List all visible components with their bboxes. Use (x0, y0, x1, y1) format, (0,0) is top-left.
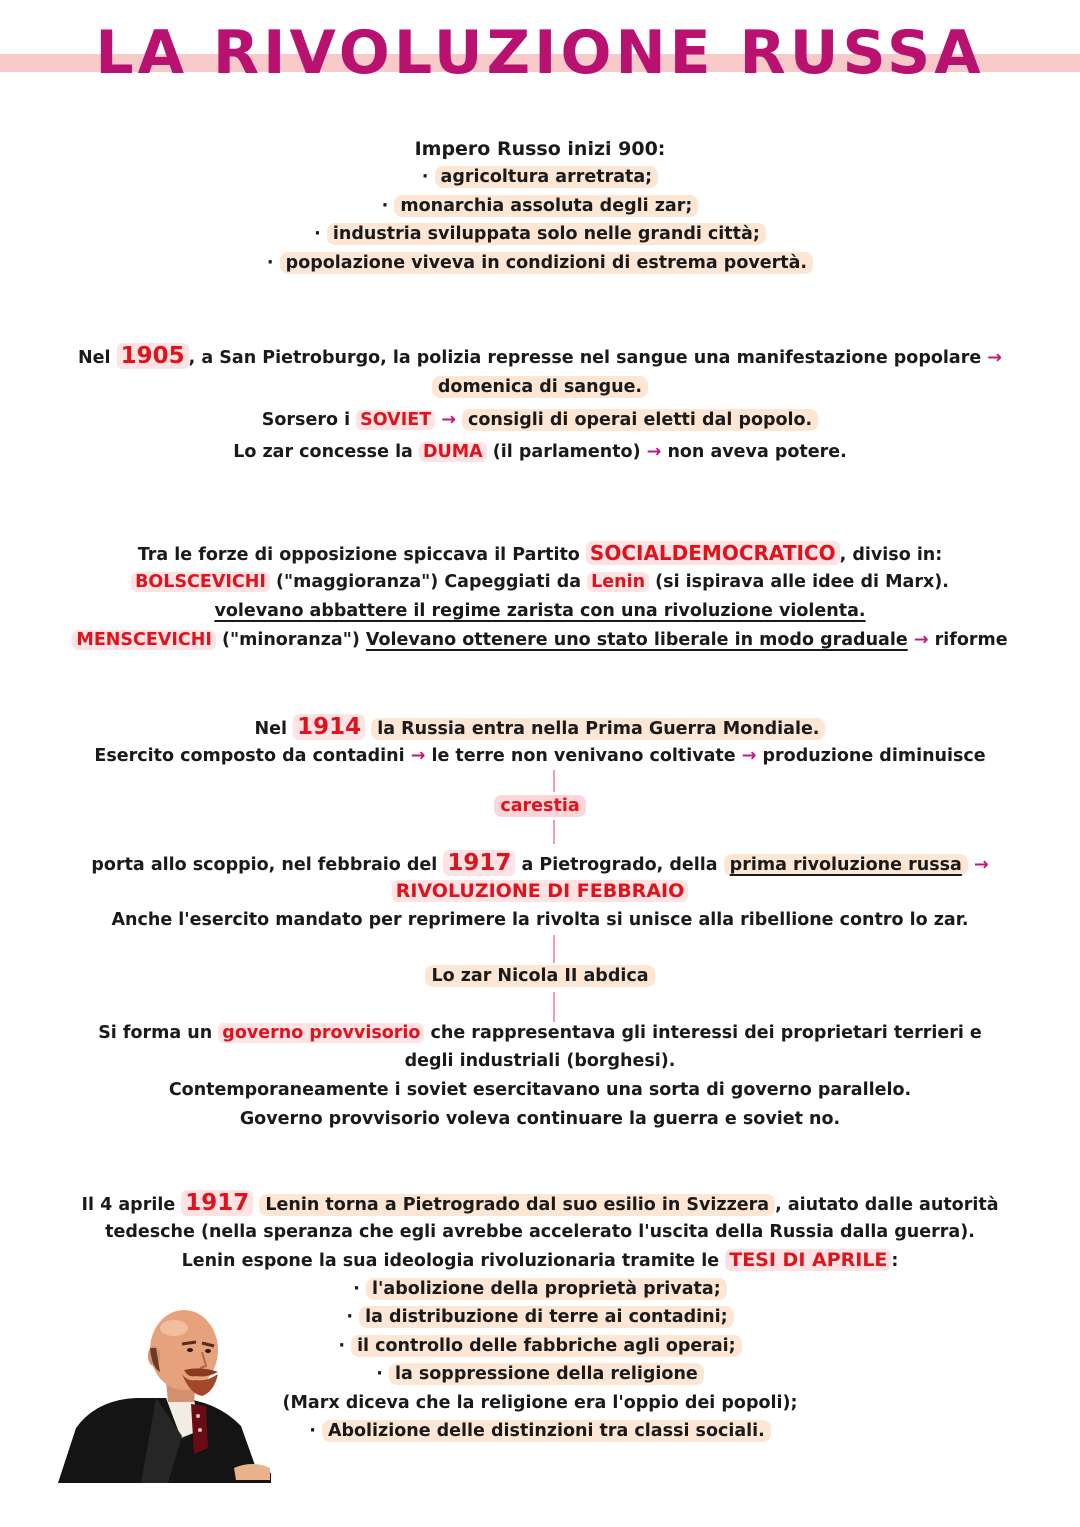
arrow-icon: → (410, 746, 426, 766)
governo-provvisorio-term: governo provvisorio (218, 1023, 424, 1043)
continua-guerra: Governo provvisorio voleva continuare la guerra e soviet no. (239, 1109, 841, 1129)
year-1917-apr: 1917 (181, 1190, 253, 1216)
abdica: Lo zar Nicola II abdica (0, 964, 1080, 988)
connector-line (553, 935, 555, 963)
tesi-item: · il controllo delle fabbriche agli operai; (0, 1334, 1080, 1358)
aprile-line2: tedesche (nella speranza che egli avrebbe accelerato l'uscita della Russia dalla guerra). (105, 1222, 975, 1242)
s1905-line1: Nel 1905 , a San Pietroburgo, la polizia represse nel sangue una manifestazione popolare → (78, 343, 1002, 369)
impero-item: · industria sviluppata solo nelle grandi città; (0, 222, 1080, 246)
connector-line (553, 770, 555, 792)
soviet-line: Sorsero i SOVIET → consigli di operai eletti dal popolo. (0, 408, 1080, 432)
lenin-term: Lenin (587, 572, 649, 592)
esercito-line: Anche l'esercito mandato per reprimere la rivolta si unisce alla ribellione contro lo zar. (111, 910, 969, 930)
partito-line: Tra le forze di opposizione spiccava il Partito SOCIALDEMOCRATICO , diviso in: (137, 541, 943, 565)
year-1905: 1905 (117, 343, 189, 369)
impero-heading: Impero Russo inizi 900: (414, 138, 666, 160)
duma-term: DUMA (419, 442, 487, 462)
arrow-icon: → (913, 630, 929, 650)
tesi-di-aprile-term: TESI DI APRILE (725, 1249, 891, 1271)
title-band (0, 0, 1080, 110)
bolscevichi-term: BOLSCEVICHI (131, 572, 270, 592)
arrow-icon: → (741, 746, 757, 766)
rivoluzione-febbraio: RIVOLUZIONE DI FEBBRAIO (0, 879, 1080, 903)
page-title: LA RIVOLUZIONE RUSSA (95, 18, 985, 88)
governo-line2: degli industriali (borghesi). (404, 1051, 676, 1071)
year-1914: 1914 (293, 714, 365, 740)
connector-line (553, 992, 555, 1022)
arrow-icon: → (987, 348, 1002, 368)
menscevichi-line: MENSCEVICHI ("minoranza") Volevano ottenere uno stato liberale in modo graduale → riforme (0, 628, 1080, 652)
marx-note: (Marx diceva che la religione era l'oppio dei popoli); (282, 1393, 798, 1413)
soviet-parallel: Contemporaneamente i soviet esercitavano una sorta di governo parallelo. (168, 1080, 912, 1100)
arrow-icon: → (646, 442, 662, 462)
year-1917-feb: 1917 (443, 850, 515, 876)
arrow-icon: → (973, 855, 989, 875)
arrow-icon: → (441, 410, 456, 430)
impero-item: · agricoltura arretrata; (0, 165, 1080, 189)
esercito-contadini-line: Esercito composto da contadini → le terre non venivano coltivate → produzione diminuisce (94, 746, 986, 766)
socialdemocratico-term: SOCIALDEMOCRATICO (586, 541, 840, 565)
bolscevichi-line: BOLSCEVICHI ("maggioranza") Capeggiati da Lenin (si ispirava alle idee di Marx). (0, 570, 1080, 594)
lenin-portrait (56, 1308, 271, 1483)
tesi-item: · la distribuzione di terre ai contadini; (0, 1305, 1080, 1329)
soviet-term: SOVIET (356, 410, 435, 430)
connector-line (553, 820, 555, 844)
duma-line: Lo zar concesse la DUMA (il parlamento) → non aveva potere. (233, 442, 847, 462)
impero-item: · monarchia assoluta degli zar; (0, 194, 1080, 218)
menscevichi-term: MENSCEVICHI (72, 630, 215, 650)
carestia: carestia (0, 794, 1080, 818)
tesi-item: · Abolizione delle distinzioni tra classi sociali. (0, 1419, 1080, 1443)
guerra-line: Nel 1914 la Russia entra nella Prima Guerra Mondiale. (0, 715, 1080, 741)
governo-line: Si forma un governo provvisorio che rappresentava gli interessi dei proprietari terrieri e (98, 1023, 982, 1043)
impero-item: · popolazione viveva in condizioni di estrema povertà. (0, 251, 1080, 275)
tesi-item: · l'abolizione della proprietà privata; (0, 1277, 1080, 1301)
tesi-line: Lenin espone la sua ideologia rivoluzionaria tramite le TESI DI APRILE : (181, 1249, 899, 1271)
aprile-line: Il 4 aprile 1917 Lenin torna a Pietrogrado dal suo esilio in Svizzera , aiutato dalle autorità (81, 1190, 999, 1216)
febbraio-line: porta allo scoppio, nel febbraio del 1917 a Pietrogrado, della prima rivoluzione russa → (91, 850, 989, 876)
domenica-di-sangue: domenica di sangue. (0, 375, 1080, 399)
tesi-item: · la soppressione della religione (0, 1362, 1080, 1386)
bolscevichi-goal: volevano abbattere il regime zarista con una rivoluzione violenta. (214, 601, 866, 621)
